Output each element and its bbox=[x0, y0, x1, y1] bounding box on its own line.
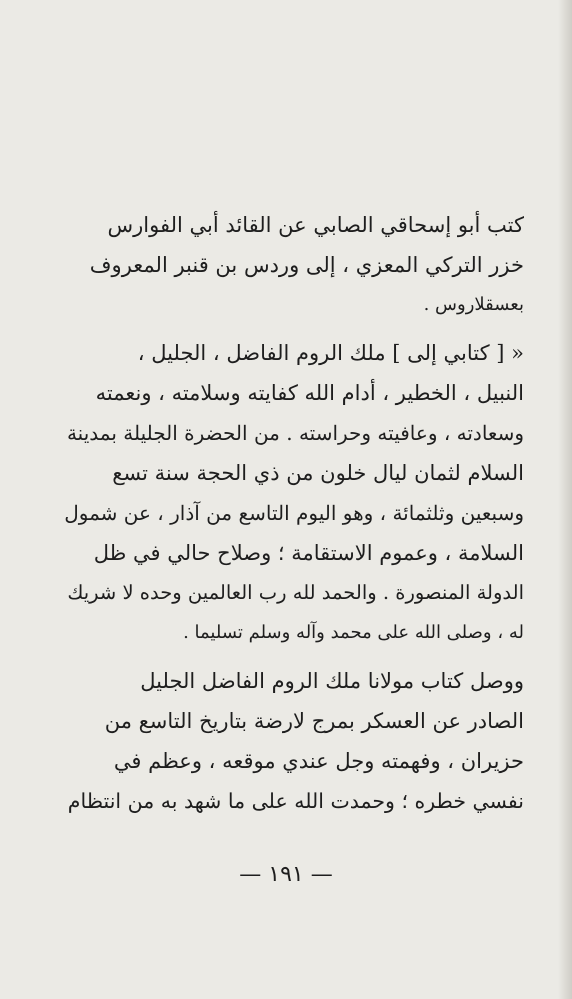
reply-line-3: حزيران ، وفهمته وجل عندي موقعه ، وعظم في bbox=[113, 749, 524, 773]
paragraph-break bbox=[58, 653, 524, 661]
letter-line-5: وسبعين وثلثمائة ، وهو اليوم التاسع من آذار ، عن شمول bbox=[64, 501, 524, 525]
letter-line-2: النبيل ، الخطير ، أدام الله كفايته وسلامته ، ونعمته bbox=[95, 381, 524, 405]
paragraph-break bbox=[58, 325, 524, 333]
reply-line-2: الصادر عن العسكر بمرج لارضة بتاريخ التاسع من bbox=[104, 709, 524, 733]
body-text bbox=[58, 205, 524, 821]
page-edge-shadow bbox=[558, 0, 572, 999]
reply-line-1: ووصل كتاب مولانا ملك الروم الفاضل الجليل bbox=[140, 669, 524, 693]
letter-line-3: وسعادته ، وعافيته وحراسته . من الحضرة الجليلة بمدينة bbox=[66, 421, 524, 445]
page-number: — ١٩١ — bbox=[239, 862, 333, 887]
reply-line-4: نفسي خطره ؛ وحمدت الله على ما شهد به من انتظام bbox=[67, 789, 524, 813]
letter-line-8: له ، وصلى الله على محمد وآله وسلم تسليما . bbox=[183, 622, 524, 643]
letter-line-6: السلامة ، وعموم الاستقامة ؛ وصلاح حالي في ظل bbox=[93, 541, 524, 565]
intro-line-2: خزر التركي المعزي ، إلى وردس بن قنبر المعروف bbox=[89, 253, 524, 277]
letter-line-7: الدولة المنصورة . والحمد لله رب العالمين وحده لا شريك bbox=[67, 581, 524, 604]
intro-line-1: كتب أبو إسحاقي الصابي عن القائد أبي الفوارس bbox=[107, 213, 524, 237]
intro-line-3: بعسقلاروس . bbox=[423, 294, 524, 315]
letter-line-4: السلام لثمان ليال خلون من ذي الحجة سنة تسع bbox=[112, 461, 524, 485]
letter-line-1: « [ كتابي إلى ] ملك الروم الفاضل ، الجليل ، bbox=[137, 341, 524, 365]
